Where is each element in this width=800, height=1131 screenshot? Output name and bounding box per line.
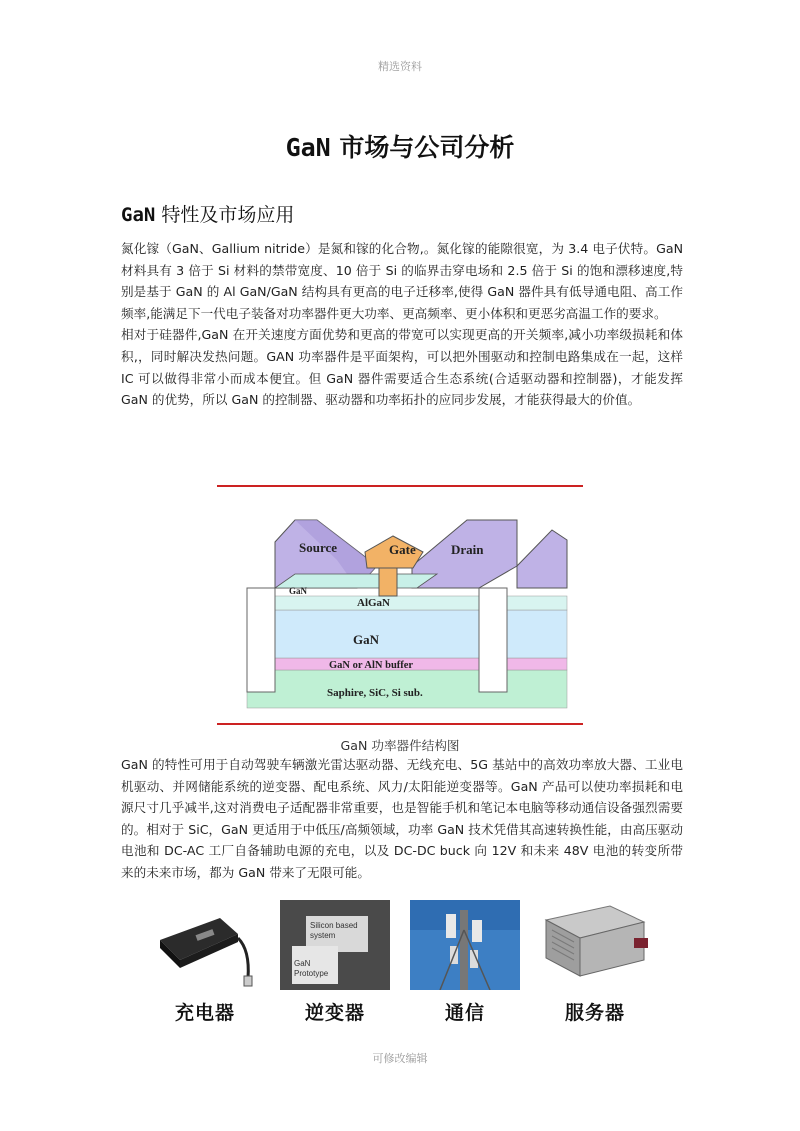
source-label: Source	[299, 540, 338, 555]
left-trench	[247, 588, 275, 692]
gallery-label-charger: 充电器	[174, 1002, 235, 1024]
inverter-text-3: GaN	[294, 959, 311, 968]
applications-paragraph	[121, 754, 683, 884]
page-footer: 可修改编辑	[372, 1052, 428, 1065]
gate-stem	[379, 568, 397, 596]
server-psu-photo-icon	[540, 900, 650, 990]
gallery-label-telecom: 通信	[444, 1002, 485, 1024]
section-heading	[121, 200, 294, 227]
algan-layer	[247, 596, 567, 610]
gallery-item-telecom	[410, 900, 520, 1025]
right-trench	[479, 588, 507, 692]
inverter-photo-icon	[280, 900, 390, 990]
page-header: 精选资料	[378, 60, 422, 73]
section-text: 特性及市场应用	[155, 204, 295, 226]
gallery-item-server	[540, 900, 650, 1025]
gan-layer	[247, 610, 567, 658]
telecom-tower-photo-icon	[410, 900, 520, 990]
gan-layer-label: GaN	[353, 632, 379, 647]
gallery-label-inverter: 逆变器	[304, 1002, 365, 1024]
inverter-text-1: Silicon based	[310, 921, 358, 930]
inverter-text-4: Prototype	[294, 969, 329, 978]
charger-photo-icon	[150, 900, 260, 990]
title-text: 市场与公司分析	[330, 133, 515, 162]
substrate-label: Saphire, SiC, Si sub.	[327, 687, 423, 699]
gallery-label-server: 服务器	[564, 1002, 625, 1024]
intro-paragraphs	[121, 238, 683, 411]
gallery-item-charger	[150, 900, 260, 1025]
figure-caption: GaN 功率器件结构图	[340, 738, 460, 753]
application-gallery	[150, 900, 650, 1030]
buffer-label: GaN or AlN buffer	[329, 660, 414, 671]
gan-structure-diagram	[217, 480, 585, 728]
inverter-text-2: system	[310, 931, 336, 940]
algan-label: AlGaN	[357, 597, 390, 609]
title-latin: GaN	[285, 133, 331, 162]
paragraph-2: 相对于硅器件,GaN 在开关速度方面优势和更高的带宽可以实现更高的开关频率,减小功率级损耗和体积,，同时解决发热问题。GAN 功率器件是平面架构，可以把外围驱动和控制电路集成在一起，这样 IC 可以做得非常小而成本便宜。但 GaN 器件需要适合生态系统(合适驱动器和控制器)，才能发挥 GaN 的优势，所以 GaN 的控制器、驱动器和功率拓扑的应同步发展，才能获得最大的价值。	[121, 327, 683, 408]
gan-device-structure-figure	[217, 480, 585, 728]
document-title	[0, 128, 800, 164]
edge-contact	[517, 530, 567, 588]
gallery-item-inverter	[280, 900, 390, 1025]
paragraph-1: 氮化镓（GaN、Gallium nitride）是氮和镓的化合物,。氮化镓的能隙很宽，为 3.4 电子伏特。GaN 材料具有 3 倍于 Si 材料的禁带宽度、10 倍于 Si 的临界击穿电场和 2.5 倍于 Si 的饱和漂移速度,特别是基于 GaN 的 Al GaN/GaN 结构具有更高的电子迁移率,使得 GaN 器件具有低导通电阻、高工作频率,能满足下一代电子装备对功率器件更大功率、更高频率、更小体积和更恶劣高温工作的要求。	[121, 241, 683, 321]
gate-label: Gate	[389, 542, 416, 557]
drain-label: Drain	[451, 542, 484, 557]
gan-cap-label: GaN	[289, 586, 307, 596]
paragraph-3: GaN 的特性可用于自动驾驶车辆激光雷达驱动器、无线充电、5G 基站中的高效功率放大器、工业电机驱动、并网储能系统的逆变器、配电系统、风力/太阳能逆变器等。GaN 产品可以使功率损耗和电源尺寸几乎减半,这对消费电子适配器非常重要，也是智能手机和笔记本电脑等移动通信设备强烈需要的。相对于 SiC，GaN 更适用于中低压/高频领域，功率 GaN 技术凭借其高速转换性能，由高压驱动电池和 DC-AC 工厂自备辅助电源的充电，以及 DC-DC buck 向 12V 和未来 48V 电池的转变所带来的未来市场，都为 GaN 带来了无限可能。	[121, 757, 683, 880]
section-latin: GaN	[121, 204, 156, 226]
